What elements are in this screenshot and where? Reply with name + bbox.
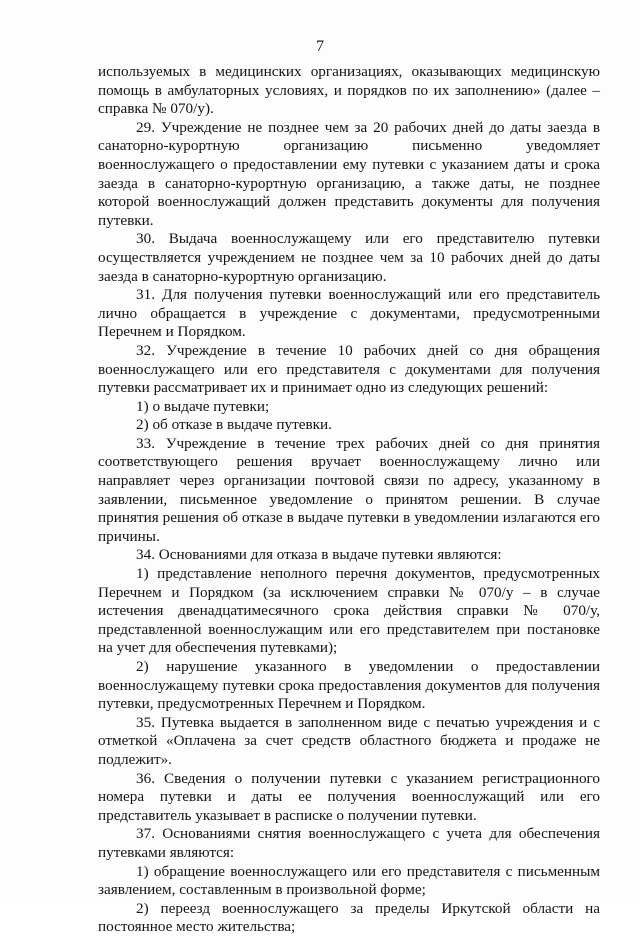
- paragraph-32-item-2: 2) об отказе в выдаче путевки.: [136, 416, 332, 434]
- document-body: [98, 63, 600, 937]
- paragraph-33: 33. Учреждение в течение трех рабочих дней со дня принятия соответствующего решения вручает военнослужащему лично или направляет через организации почтовой связи по адресу, указанному в заявлении, письменное уведомление о принятом решении. В случае принятия решения об отказе в выдаче путевки в уведомлении излагаются его причины.: [98, 434, 600, 545]
- paragraph-30: 30. Выдача военнослужащему или его представителю путевки осуществляется учреждением не позднее чем за 10 рабочих дней до даты заезда в санаторно-курортную организацию.: [98, 230, 600, 285]
- paragraph-29: 29. Учреждение не позднее чем за 20 рабочих дней до даты заезда в санаторно-курортную организацию письменно уведомляет военнослужащего о предоставлении ему путевки с указанием даты и срока заезда в санаторно-курортную организацию, а также даты, не позднее которой военнослужащий должен представить документы для получения путевки.: [98, 118, 600, 229]
- paragraph-34: 34. Основаниями для отказа в выдаче путевки являются:: [136, 546, 502, 564]
- paragraph-continuation: используемых в медицинских организациях, оказывающих медицинскую помощь в амбулаторных условиях, и порядков по их заполнению» (далее – справка № 070/у).: [98, 63, 600, 118]
- paragraph-34-item-1: 1) представление неполного перечня документов, предусмотренных Перечнем и Порядком (за исключением справки № 070/у – в случае истечения двенадцатимесячного срока действия справки № 070/у, представленной военнослужащим или его представителем при постановке на учет для обеспечения путевками);: [98, 565, 600, 657]
- paragraph-34-item-2: 2) нарушение указанного в уведомлении о предоставлении военнослужащему путевки срока предоставления документов для получения путевки, предусмотренных Перечнем и Порядком.: [98, 658, 600, 713]
- paragraph-31: 31. Для получения путевки военнослужащий или его представитель лично обращается в учреждение с документами, предусмотренными Перечнем и Порядком.: [98, 286, 600, 341]
- page-number: 7: [316, 38, 324, 55]
- paragraph-37: 37. Основаниями снятия военнослужащего с учета для обеспечения путевками являются:: [98, 825, 600, 861]
- paragraph-35: 35. Путевка выдается в заполненном виде с печатью учреждения и с отметкой «Оплачена за счет средств областного бюджета и продаже не подлежит».: [98, 713, 600, 768]
- paragraph-36: 36. Сведения о получении путевки с указанием регистрационного номера путевки и даты ее получения военнослужащий или его представитель указывает в расписке о получении путевки.: [98, 769, 600, 824]
- paragraph-37-item-2: 2) переезд военнослужащего за пределы Иркутской области на постоянное место жительства;: [98, 899, 600, 936]
- paragraph-32-item-1: 1) о выдаче путевки;: [136, 397, 270, 415]
- paragraph-37-item-1: 1) обращение военнослужащего или его представителя с письменным заявлением, составленным в произвольной форме;: [98, 862, 600, 899]
- paragraph-32: 32. Учреждение в течение 10 рабочих дней со дня обращения военнослужащего или его представителя с документами для получения путевки рассматривает их и принимает одно из следующих решений:: [98, 341, 600, 397]
